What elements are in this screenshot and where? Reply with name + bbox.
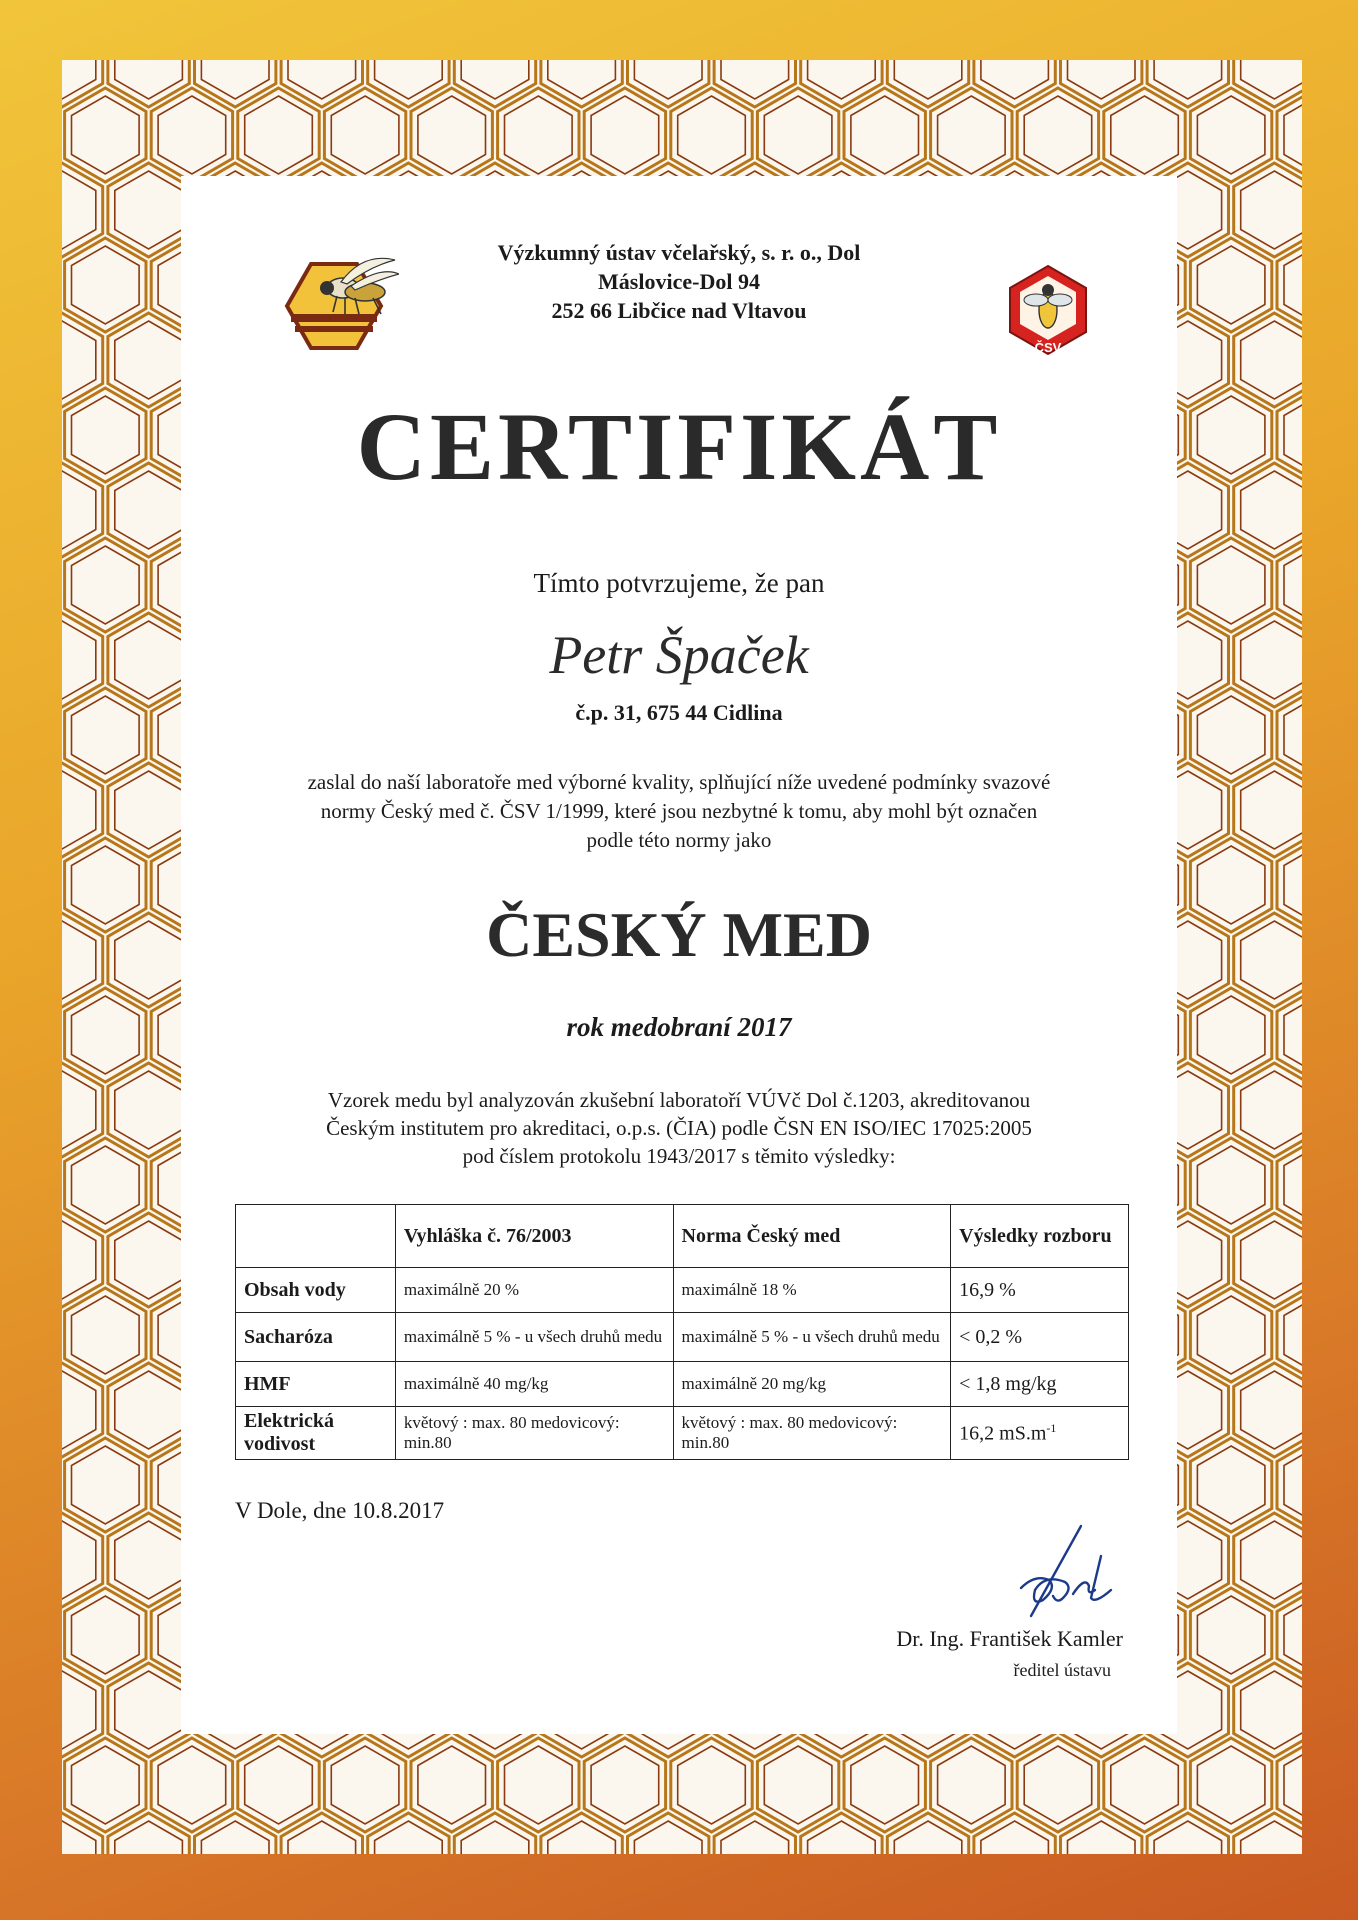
honeycomb-cell [1234, 913, 1302, 1007]
honeycomb-cell-inner [1024, 1746, 1092, 1824]
honeycomb-cell [65, 1288, 146, 1382]
honeycomb-cell [931, 88, 1012, 182]
honeycomb-cell [498, 1738, 579, 1832]
honeycomb-cell-inner [1241, 1521, 1302, 1599]
norm-limit-cell: maximálně 18 % [673, 1268, 951, 1313]
institute-bee-logo [281, 252, 399, 356]
honeycomb-cell-inner [62, 60, 96, 99]
honeycomb-cell [671, 88, 752, 182]
honeycomb-cell [454, 60, 535, 107]
honeycomb-cell-inner [1284, 1296, 1302, 1374]
honeycomb-cell [887, 1813, 968, 1854]
honeycomb-cell [844, 88, 925, 182]
statement-line: normy Český med č. ČSV 1/1999, které jsou nezbytné k tomu, aby mohl být označen [320, 799, 1038, 823]
honeycomb-cell-inner [1284, 846, 1302, 924]
honeycomb-cell-inner [505, 1746, 573, 1824]
honeycomb-cell-inner [1284, 546, 1302, 624]
honeycomb-cell [411, 1738, 492, 1832]
honeycomb-cell [1190, 1288, 1271, 1382]
recipient-name: Petr Špaček [549, 625, 809, 685]
table-row [236, 1268, 1129, 1313]
result-cell: < 1,8 mg/kg [951, 1362, 1129, 1407]
honeycomb-cell-inner [72, 1446, 140, 1524]
honeycomb-cell-inner [72, 546, 140, 624]
honeycomb-cell-inner [1241, 1221, 1302, 1299]
honeycomb-cell-inner [115, 171, 183, 249]
honeycomb-cell-inner [72, 846, 140, 924]
honeycomb-cell-inner [1197, 1446, 1265, 1524]
honeycomb-cell [324, 1738, 405, 1832]
honeycomb-cell-inner [1197, 546, 1265, 624]
honeycomb-cell-inner [115, 1671, 183, 1749]
honeycomb-cell-inner [245, 96, 313, 174]
honeycomb-cell [65, 1138, 146, 1232]
honeycomb-cell-inner [1241, 921, 1302, 999]
honeycomb-cell [108, 613, 189, 707]
honeycomb-cell-inner [1197, 1146, 1265, 1224]
honeycomb-cell [1017, 88, 1098, 182]
csv-beekeepers-logo [1002, 262, 1094, 358]
honeycomb-cell [108, 913, 189, 1007]
honeycomb-cell-inner [72, 396, 140, 474]
honeycomb-cell [974, 60, 1055, 107]
honeycomb-cell-inner [62, 621, 96, 699]
honeycomb-cell-inner [72, 246, 140, 324]
honeycomb-cell [108, 463, 189, 557]
honeycomb-cell [1234, 60, 1302, 107]
honeycomb-cell [1234, 763, 1302, 857]
honeycomb-cell-inner [1284, 1446, 1302, 1524]
honeycomb-cell [1104, 1738, 1185, 1832]
honeycomb-cell [238, 1738, 319, 1832]
honeycomb-cell [1234, 1213, 1302, 1307]
certificate-title: CERTIFIKÁT [356, 393, 1002, 500]
honeycomb-cell [714, 1813, 795, 1854]
honeycomb-cell [1234, 313, 1302, 407]
honeycomb-cell [65, 1438, 146, 1532]
honeycomb-cell [1190, 238, 1271, 332]
honeycomb-cell-inner [62, 1221, 96, 1299]
honeycomb-cell-inner [62, 471, 96, 549]
honeycomb-cell-inner [62, 921, 96, 999]
honeycomb-cell [1234, 163, 1302, 257]
institute-city: 252 66 Libčice nad Vltavou [551, 298, 807, 323]
csv-logo-text: ČSV [1034, 340, 1062, 355]
honeycomb-cell [108, 1213, 189, 1307]
honeycomb-cell-inner [1241, 1371, 1302, 1449]
honeycomb-cell [238, 88, 319, 182]
honeycomb-cell-inner [245, 1746, 313, 1824]
honeycomb-cell [1234, 1063, 1302, 1157]
honeycomb-cell-inner [591, 1746, 659, 1824]
analysis-line: Vzorek medu byl analyzován zkušební laboratoří VÚVč Dol č.1203, akreditovanou [327, 1088, 1031, 1112]
honeycomb-cell [108, 313, 189, 407]
honeycomb-cell [108, 1663, 189, 1757]
honeycomb-cell-inner [158, 96, 226, 174]
honeycomb-cell [108, 1063, 189, 1157]
table-row [236, 1407, 1129, 1460]
honeycomb-cell [541, 1813, 622, 1854]
signer-name: Dr. Ing. František Kamler [896, 1626, 1123, 1651]
honeycomb-cell-inner [764, 96, 832, 174]
honeycomb-cell [65, 1588, 146, 1682]
honeycomb-cell-inner [1197, 846, 1265, 924]
honeycomb-cell-inner [331, 1746, 399, 1824]
honeycomb-cell-inner [1284, 996, 1302, 1074]
honeycomb-cell [108, 1363, 189, 1457]
honeycomb-cell-inner [938, 1746, 1006, 1824]
honeycomb-cell-inner [1197, 996, 1265, 1074]
table-header-cell: Výsledky rozboru [951, 1205, 1129, 1268]
intro-text: Tímto potvrzujeme, že pan [533, 568, 825, 598]
honeycomb-cell [1147, 1813, 1228, 1854]
table-row [236, 1313, 1129, 1362]
honeycomb-cell-inner [851, 1746, 919, 1824]
harvest-year: rok medobraní 2017 [566, 1012, 792, 1042]
signer-role: ředitel ústavu [1013, 1660, 1111, 1680]
place-and-date: V Dole, dne 10.8.2017 [235, 1498, 445, 1523]
honeycomb-cell [1190, 688, 1271, 782]
decree-limit-cell: maximálně 40 mg/kg [395, 1362, 673, 1407]
norm-limit-cell: květový : max. 80 medovicový: min.80 [673, 1407, 951, 1460]
result-cell: 16,9 % [951, 1268, 1129, 1313]
honeycomb-cell [1017, 1738, 1098, 1832]
honeycomb-cell [454, 1813, 535, 1854]
honeycomb-cell [931, 1738, 1012, 1832]
honeycomb-cell [108, 60, 189, 107]
honeycomb-cell [65, 538, 146, 632]
honeycomb-cell-inner [1197, 1746, 1265, 1824]
honeycomb-cell [1104, 88, 1185, 182]
honeycomb-cell [1234, 1813, 1302, 1854]
honeycomb-cell [1190, 838, 1271, 932]
honeycomb-cell [324, 88, 405, 182]
honeycomb-cell-inner [1284, 696, 1302, 774]
honeycomb-cell-inner [1241, 171, 1302, 249]
honeycomb-cell [584, 1738, 665, 1832]
honeycomb-cell-inner [72, 1296, 140, 1374]
honeycomb-cell-inner [62, 321, 96, 399]
honeycomb-cell [65, 88, 146, 182]
honeycomb-cell [151, 1738, 232, 1832]
honeycomb-cell-inner [851, 96, 919, 174]
honeycomb-cell [195, 60, 276, 107]
honeycomb-cell [1061, 60, 1142, 107]
honeycomb-cell-inner [1241, 471, 1302, 549]
honeycomb-cell [65, 238, 146, 332]
honeycomb-cell [108, 1813, 189, 1854]
honeycomb-cell-inner [1111, 1746, 1179, 1824]
honeycomb-cell-inner [1197, 396, 1265, 474]
statement-line: podle této normy jako [586, 828, 772, 852]
honeycomb-cell-inner [418, 96, 486, 174]
table-row [236, 1362, 1129, 1407]
honeycomb-cell [1190, 1438, 1271, 1532]
honeycomb-cell-inner [331, 96, 399, 174]
honeycomb-cell-inner [72, 996, 140, 1074]
parameter-cell: HMF [236, 1362, 396, 1407]
honeycomb-cell-inner [62, 1671, 96, 1749]
handwritten-signature [961, 1516, 1131, 1626]
institute-name: Výzkumný ústav včelařský, s. r. o., Dol [497, 240, 861, 265]
honeycomb-cell-inner [1284, 96, 1302, 174]
honeycomb-cell [1190, 988, 1271, 1082]
honeycomb-cell-inner [62, 1371, 96, 1449]
honeycomb-cell-inner [1197, 1596, 1265, 1674]
honeycomb-cell [65, 388, 146, 482]
analysis-line: Českým institutem pro akreditaci, o.p.s. (ČIA) podle ČSN EN ISO/IEC 17025:2005 [326, 1116, 1032, 1140]
honeycomb-cell-inner [115, 1221, 183, 1299]
honeycomb-cell [65, 988, 146, 1082]
honeycomb-cell-inner [1241, 1071, 1302, 1149]
honeycomb-cell [151, 88, 232, 182]
honeycomb-cell [65, 688, 146, 782]
honeycomb-cell-inner [158, 1746, 226, 1824]
honeycomb-cell [1190, 88, 1271, 182]
honeycomb-cell-inner [1241, 771, 1302, 849]
honeycomb-cell [65, 838, 146, 932]
recipient-address: č.p. 31, 675 44 Cidlina [575, 700, 783, 725]
honeycomb-cell [584, 88, 665, 182]
honeycomb-cell-inner [115, 321, 183, 399]
honeycomb-cell-inner [115, 471, 183, 549]
honeycomb-cell-inner [72, 1146, 140, 1224]
honeycomb-cell [1234, 1663, 1302, 1757]
honeycomb-cell-inner [1024, 96, 1092, 174]
honeycomb-cell [844, 1738, 925, 1832]
honeycomb-cell [65, 1738, 146, 1832]
honeycomb-cell [801, 1813, 882, 1854]
honeycomb-cell-inner [418, 1746, 486, 1824]
honeycomb-cell-inner [678, 96, 746, 174]
honeycomb-cell-inner [678, 1746, 746, 1824]
honeycomb-cell [108, 163, 189, 257]
honeycomb-cell-inner [1197, 96, 1265, 174]
result-cell: 16,2 $mS.m^{-1}$ [951, 1407, 1129, 1460]
honeycomb-cell [757, 1738, 838, 1832]
honeycomb-cell-inner [1241, 621, 1302, 699]
honeycomb-cell-inner [115, 771, 183, 849]
honeycomb-cell [887, 60, 968, 107]
norm-limit-cell: maximálně 20 mg/kg [673, 1362, 951, 1407]
honeycomb-cell [628, 60, 709, 107]
honeycomb-cell [281, 1813, 362, 1854]
honeycomb-cell-inner [72, 696, 140, 774]
honeycomb-cell [368, 60, 449, 107]
table-header-cell: Vyhláška č. 76/2003 [395, 1205, 673, 1268]
honeycomb-cell [1061, 1813, 1142, 1854]
honeycomb-cell-inner [1241, 1671, 1302, 1749]
honeycomb-cell-inner [1111, 96, 1179, 174]
certification-statement [221, 768, 1137, 855]
honeycomb-cell [1234, 613, 1302, 707]
table-header-cell: Norma Český med [673, 1205, 951, 1268]
honeycomb-cell-inner [62, 1071, 96, 1149]
honeycomb-cell-inner [1284, 1596, 1302, 1674]
honeycomb-cell [1190, 1738, 1271, 1832]
honeycomb-cell [801, 60, 882, 107]
honeycomb-cell-inner [62, 1521, 96, 1599]
honeycomb-cell [671, 1738, 752, 1832]
table-header-cell [236, 1205, 396, 1268]
honeycomb-cell [1234, 463, 1302, 557]
norm-limit-cell: maximálně 5 % - u všech druhů medu [673, 1313, 951, 1362]
decree-limit-cell: maximálně 5 % - u všech druhů medu [395, 1313, 673, 1362]
institute-street: Máslovice-Dol 94 [598, 269, 760, 294]
table-header-row [236, 1205, 1129, 1268]
honeycomb-cell-inner [1284, 246, 1302, 324]
honeycomb-cell-inner [1197, 246, 1265, 324]
honeycomb-cell [368, 1813, 449, 1854]
honeycomb-cell-inner [72, 96, 140, 174]
honeycomb-cell-inner [62, 1821, 96, 1854]
honeycomb-cell [1147, 60, 1228, 107]
honeycomb-cell-inner [1284, 1146, 1302, 1224]
honeycomb-cell [498, 88, 579, 182]
analysis-description [231, 1086, 1127, 1170]
honeycomb-cell-inner [115, 1071, 183, 1149]
honeycomb-cell-inner [72, 1596, 140, 1674]
honeycomb-cell [108, 1513, 189, 1607]
honeycomb-cell [281, 60, 362, 107]
honeycomb-cell-inner [115, 921, 183, 999]
honeycomb-cell [195, 1813, 276, 1854]
decree-limit-cell: maximálně 20 % [395, 1268, 673, 1313]
honeycomb-cell-inner [764, 1746, 832, 1824]
unit-exponent: -1 [1046, 1420, 1057, 1435]
honeycomb-cell-inner [1197, 1296, 1265, 1374]
analysis-results-table [235, 1204, 1129, 1460]
honeycomb-cell-inner [1241, 321, 1302, 399]
honeycomb-cell [1190, 1138, 1271, 1232]
honeycomb-cell-inner [115, 1371, 183, 1449]
parameter-cell: Obsah vody [236, 1268, 396, 1313]
honeycomb-cell-inner [115, 1521, 183, 1599]
honeycomb-cell [974, 1813, 1055, 1854]
analysis-line: pod číslem protokolu 1943/2017 s těmito výsledky: [462, 1144, 896, 1168]
honeycomb-cell [541, 60, 622, 107]
honeycomb-cell [714, 60, 795, 107]
honeycomb-cell [411, 88, 492, 182]
honeycomb-cell [1190, 388, 1271, 482]
honeycomb-cell [1190, 1588, 1271, 1682]
certificate-panel [181, 176, 1177, 1734]
honeycomb-cell [757, 88, 838, 182]
honeycomb-cell [628, 1813, 709, 1854]
honeycomb-cell-inner [591, 96, 659, 174]
honeycomb-cell-inner [62, 171, 96, 249]
honeycomb-cell-inner [1197, 696, 1265, 774]
honeycomb-cell-inner [1284, 396, 1302, 474]
honeycomb-cell-inner [505, 96, 573, 174]
honey-quality-title: ČESKÝ MED [486, 899, 872, 970]
honeycomb-cell-inner [115, 621, 183, 699]
statement-line: zaslal do naší laboratoře med výborné kvality, splňující níže uvedené podmínky svazové [307, 770, 1051, 794]
honeycomb-cell-inner [938, 96, 1006, 174]
honeycomb-cell [108, 763, 189, 857]
honeycomb-cell-inner [72, 1746, 140, 1824]
honeycomb-cell [1234, 1513, 1302, 1607]
decree-limit-cell: květový : max. 80 medovicový: min.80 [395, 1407, 673, 1460]
parameter-cell: Elektrická vodivost [236, 1407, 396, 1460]
honeycomb-cell [1190, 538, 1271, 632]
result-cell: < 0,2 % [951, 1313, 1129, 1362]
honeycomb-cell [1234, 1363, 1302, 1457]
honeycomb-cell-inner [1284, 1746, 1302, 1824]
parameter-cell: Sacharóza [236, 1313, 396, 1362]
honeycomb-cell-inner [62, 771, 96, 849]
